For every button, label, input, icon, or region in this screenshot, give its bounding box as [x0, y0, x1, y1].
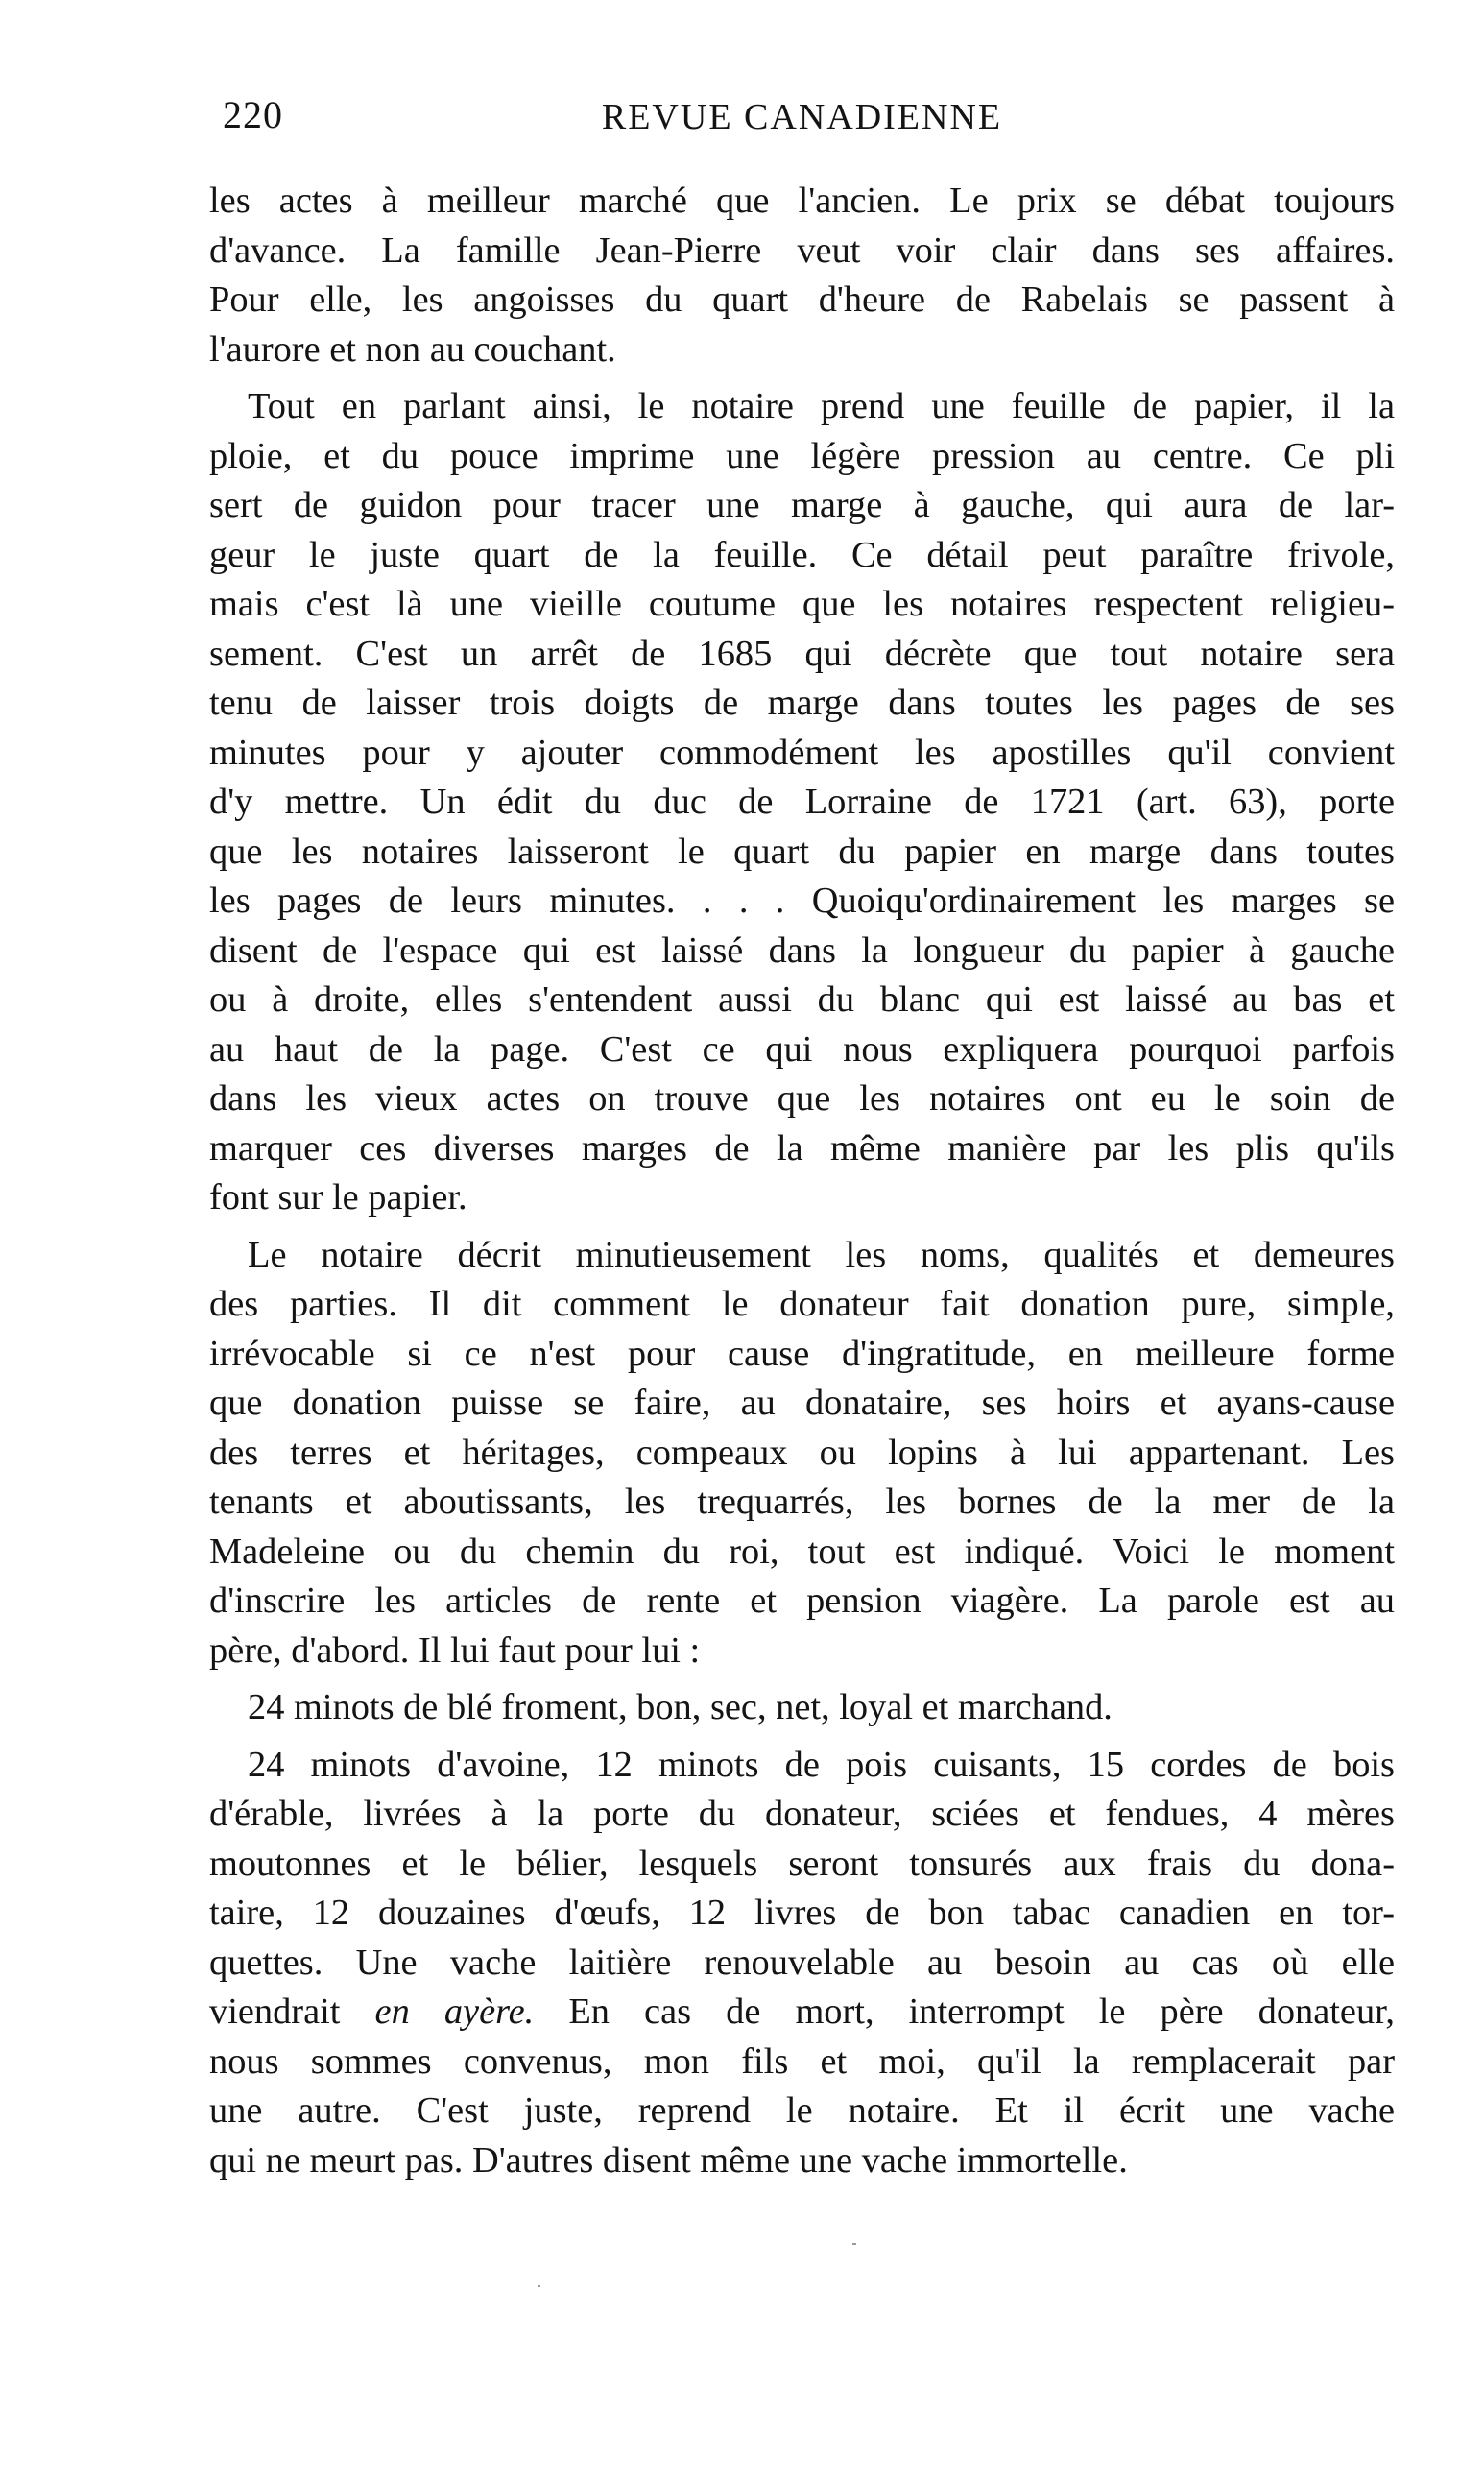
text-line: irrévocable si ce n'est pour cause d'ingratitude, en meilleure forme — [209, 1333, 1395, 1374]
text-line: l'aurore et non au couchant. — [209, 328, 616, 370]
text-line: quettes. Une vache laitière renouvelable au besoin au cas où elle — [209, 1942, 1395, 1983]
running-head — [209, 92, 1395, 150]
text-line: tenants et aboutissants, les trequarrés, les bornes de la mer de la — [209, 1482, 1395, 1522]
text-line: moutonnes et le bélier, lesquels seront tonsurés aux frais du dona- — [209, 1843, 1395, 1884]
text-line: père, d'abord. Il lui faut pour lui : — [209, 1629, 701, 1671]
text-line: dans les vieux actes on trouve que les notaires ont eu le soin de — [209, 1078, 1395, 1119]
book-page — [209, 92, 1396, 2181]
italic-term: en ayère. — [374, 1991, 535, 2032]
text-line: des terres et héritages, compeaux ou lopins à lui appartenant. Les — [209, 1432, 1395, 1473]
paragraph — [209, 1231, 1395, 1677]
text-line: taire, 12 douzaines d'œufs, 12 livres de bon tabac canadien en tor- — [209, 1893, 1395, 1933]
text-line: des parties. Il dit comment le donateur fait donation pure, simple, — [209, 1284, 1395, 1324]
body-text — [209, 177, 1395, 2193]
text-line: Madeleine ou du chemin du roi, tout est indiqué. Voici le moment — [209, 1531, 1395, 1572]
text-line: nous sommes convenus, mon fils et moi, qu'il la remplacerait par — [209, 2040, 1395, 2082]
text-line: les pages de leurs minutes. . . . Quoiqu'ordinairement les marges se — [209, 881, 1395, 921]
text-line: sert de guidon pour tracer une marge à gauche, qui aura de lar- — [209, 485, 1395, 525]
text-line: que les notaires laisseront le quart du papier en marge dans toutes — [209, 831, 1395, 872]
text-line: d'inscrire les articles de rente et pension viagère. La parole est au — [209, 1580, 1395, 1621]
text-line: ou à droite, elles s'entendent aussi du blanc qui est laissé au bas et — [209, 979, 1395, 1020]
text-line: ploie, et du pouce imprime une légère pression au centre. Ce pli — [209, 435, 1395, 476]
page-number: 220 — [223, 93, 283, 136]
print-speck — [852, 2243, 856, 2245]
paragraph — [209, 382, 1395, 1223]
text-line: 24 minots de blé froment, bon, sec, net, loyal et marchand. — [248, 1687, 1113, 1727]
text-line: disent de l'espace qui est laissé dans la longueur du papier à gauche — [209, 929, 1395, 971]
paragraph — [209, 177, 1395, 374]
text-line: mais c'est là une vieille coutume que les notaires respectent religieu- — [209, 584, 1395, 624]
text-line: font sur le papier. — [209, 1177, 467, 1218]
text-line: d'y mettre. Un édit du duc de Lorraine de 1721 (art. 63), porte — [209, 782, 1395, 822]
print-speck — [538, 2285, 540, 2287]
text-line: les actes à meilleur marché que l'ancien. Le prix se débat toujours — [209, 181, 1395, 221]
text-line: une autre. C'est juste, reprend le notaire. Et il écrit une vache — [209, 2090, 1395, 2131]
paragraph — [209, 1741, 1395, 2186]
running-title: REVUE CANADIENNE — [601, 97, 1003, 137]
text-line: Tout en parlant ainsi, le notaire prend une feuille de papier, il la — [248, 386, 1395, 426]
text-line: d'érable, livrées à la porte du donateur, sciées et fendues, 4 mères — [209, 1794, 1395, 1834]
text-line: tenu de laisser trois doigts de marge dans toutes les pages de ses — [209, 683, 1395, 723]
text-line: que donation puisse se faire, au donataire, ses hoirs et ayans-cause — [209, 1383, 1395, 1423]
text-line: sement. C'est un arrêt de 1685 qui décrète que tout notaire sera — [209, 633, 1395, 674]
paragraph — [209, 1683, 1395, 1733]
text-line: Pour elle, les angoisses du quart d'heure de Rabelais se passent à — [209, 279, 1395, 320]
text-line: 24 minots d'avoine, 12 minots de pois cuisants, 15 cordes de bois — [248, 1744, 1395, 1785]
text-line: qui ne meurt pas. D'autres disent même une vache immortelle. — [209, 2139, 1128, 2181]
text-line: viendrait en ayère. En cas de mort, interrompt le père donateur, — [209, 1991, 1396, 2032]
text-line: minutes pour y ajouter commodément les apostilles qu'il convient — [209, 732, 1395, 773]
text-line: marquer ces diverses marges de la même manière par les plis qu'ils — [209, 1127, 1395, 1169]
text-line: d'avance. La famille Jean-Pierre veut voir clair dans ses affaires. — [209, 229, 1395, 271]
text-line: geur le juste quart de la feuille. Ce détail peut paraître frivole, — [209, 534, 1395, 575]
text-line: au haut de la page. C'est ce qui nous expliquera pourquoi parfois — [209, 1028, 1395, 1070]
text-line: Le notaire décrit minutieusement les noms, qualités et demeures — [248, 1234, 1395, 1275]
